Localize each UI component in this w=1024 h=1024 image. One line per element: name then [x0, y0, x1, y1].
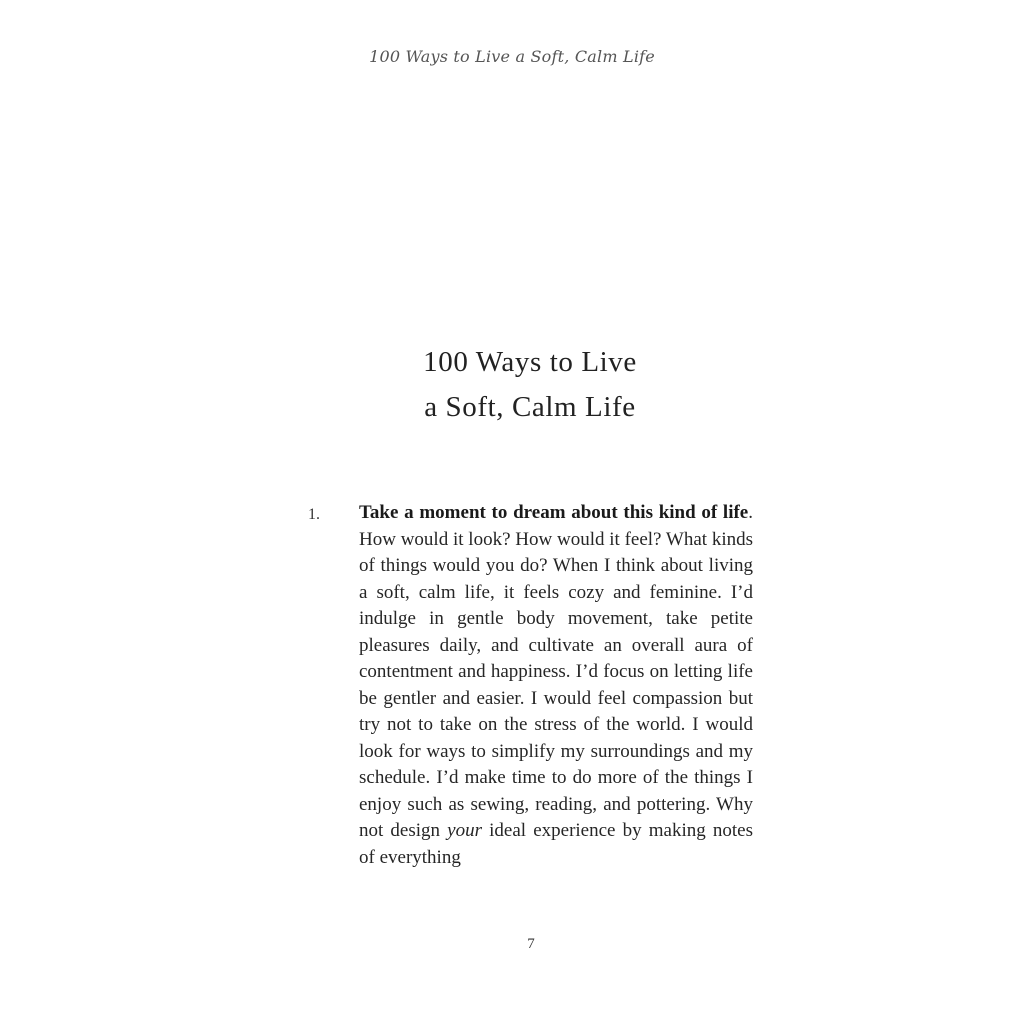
- chapter-title-line-2: a Soft, Calm Life: [424, 391, 636, 423]
- chapter-title-line-1: 100 Ways to Live: [423, 346, 637, 378]
- chapter-title: [0, 340, 1024, 430]
- list-item-emphasis: your: [447, 820, 482, 841]
- page-number: 7: [527, 936, 535, 952]
- running-header: 100 Ways to Live a Soft, Calm Life: [369, 47, 655, 66]
- list-item-text-b: ideal experience by making notes of everything: [359, 820, 753, 868]
- list-item-text-a: . How would it look? How would it feel? What kinds of things would you do? When I think about living a soft, calm life, it feels cozy and feminine. I’d indulge in gentle body movement, take petite pleasures daily, and cultivate an overall aura of contentment and happiness. I’d focus on letting life be gentler and easier. I would feel compassion but try not to take on the stress of the world. I would look for ways to simplify my surroundings and my schedule. I’d make time to do more of the things I enjoy such as sewing, reading, and pottering. Why not design: [359, 502, 753, 841]
- list-item-body: [359, 500, 753, 871]
- list-item-lead: Take a moment to dream about this kind of life: [359, 502, 749, 523]
- list-item-number: 1.: [308, 506, 320, 523]
